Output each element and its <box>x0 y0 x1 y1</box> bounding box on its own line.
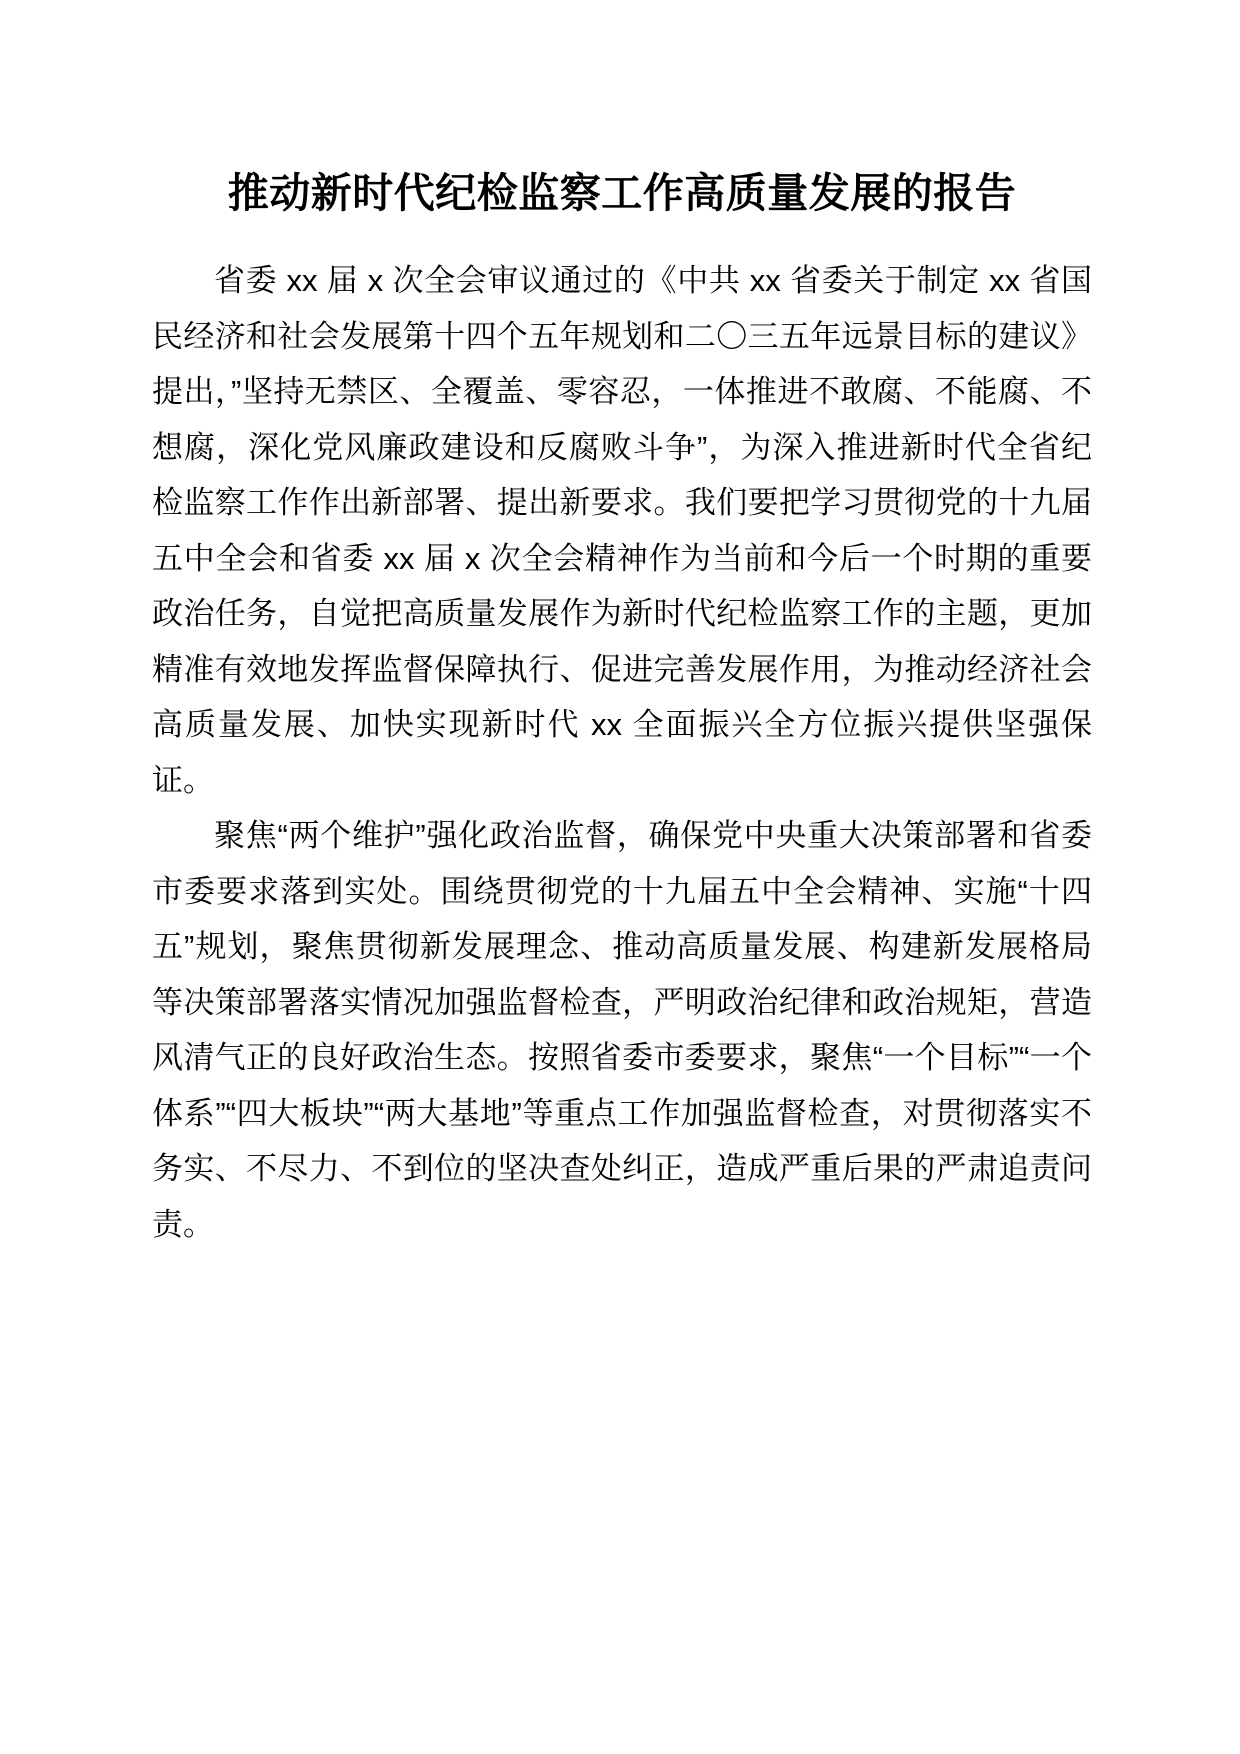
document-content <box>152 0 1092 1252</box>
page-title: 推动新时代纪检监察工作高质量发展的报告 <box>227 170 1017 216</box>
paragraph-2: 聚焦“两个维护”强化政治监督，确保党中央重大决策部署和省委市委要求落到实处。围绕贯彻党的十九届五中全会精神、实施“十四五”规划，聚焦贯彻新发展理念、推动高质量发展、构建新发展格局等决策部署落实情况加强监督检查，严明政治纪律和政治规矩，营造风清气正的良好政治生态。按照省委市委要求，聚焦“一个目标”“一个体系”“四大板块”“两大基地”等重点工作加强监督检查，对贯彻落实不务实、不尽力、不到位的坚决查处纠正，造成严重后果的严肃追责问责。 <box>152 818 1092 1242</box>
document-body <box>152 253 1092 1252</box>
paragraph-1: 省委 xx 届 x 次全会审议通过的《中共 xx 省委关于制定 xx 省国民经济和社会发展第十四个五年规划和二〇三五年远景目标的建议》提出，”坚持无禁区、全覆盖、零容忍，一体推进不敢腐、不能腐、不想腐，深化党风廉政建设和反腐败斗争”，为深入推进新时代全省纪检监察工作作出新部署、提出新要求。我们要把学习贯彻党的十九届五中全会和省委 xx 届 x 次全会精神作为当前和今后一个时期的重要政治任务，自觉把高质量发展作为新时代纪检监察工作的主题，更加精准有效地发挥监督保障执行、促进完善发展作用，为推动经济社会高质量发展、加快实现新时代 xx 全面振兴全方位振兴提供坚强保证。 <box>152 263 1092 798</box>
